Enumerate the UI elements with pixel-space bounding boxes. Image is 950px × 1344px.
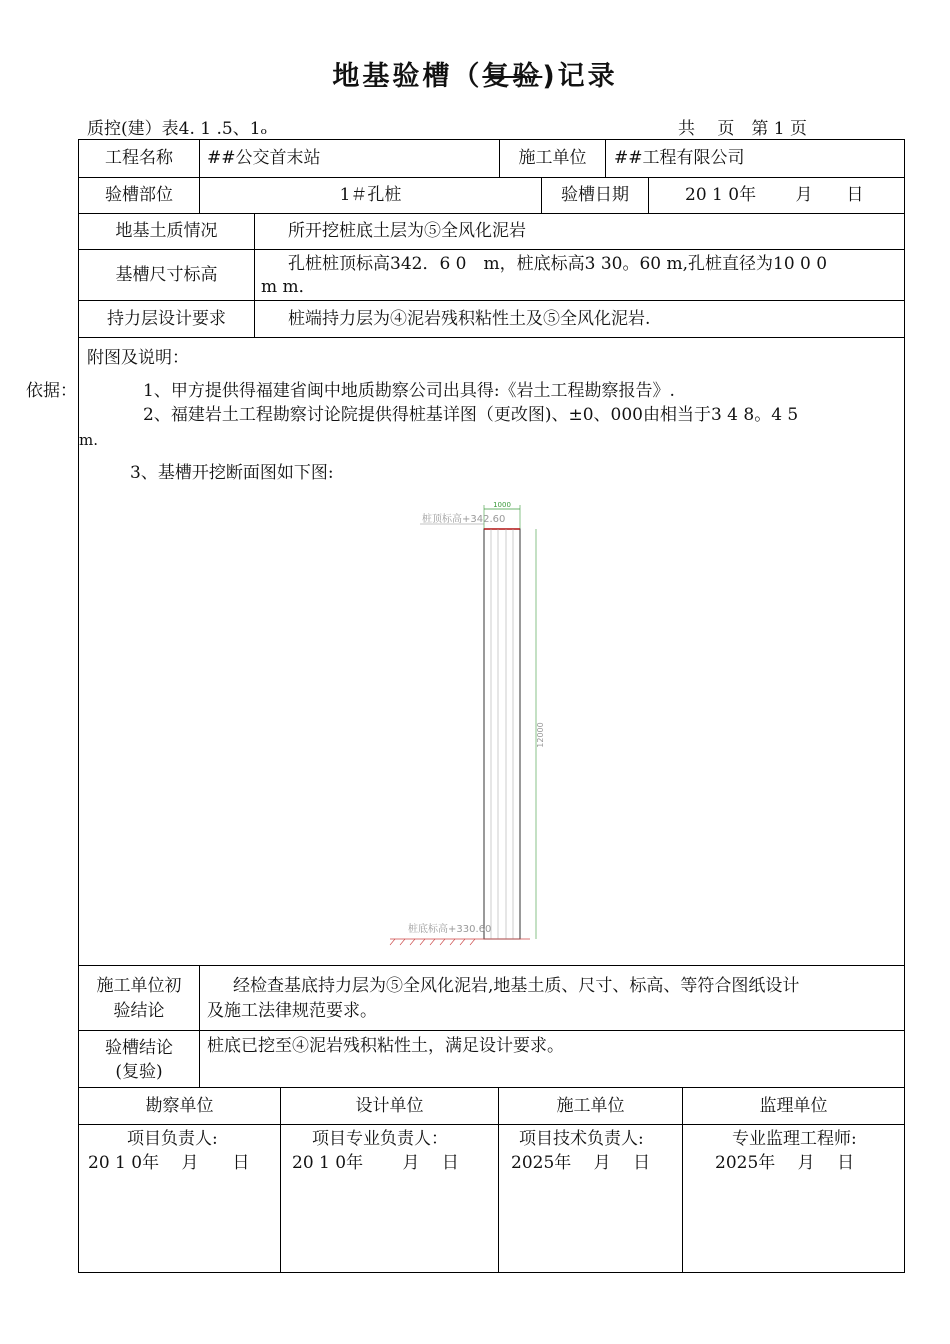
row-line	[78, 249, 905, 250]
supervision-unit-header: 监理单位	[759, 1096, 828, 1116]
bottom-elevation-label: 桩底标高+330.60	[408, 924, 492, 935]
row-line	[78, 1030, 905, 1031]
project-name-value: ##公交首末站	[207, 148, 321, 168]
construction-unit-label: 施工单位	[518, 148, 587, 168]
initial-conclusion-line-1: 经检查基底持力层为⑤全风化泥岩,地基土质、尺寸、标高、等符合图纸设计	[233, 976, 800, 996]
note-item-1: 1、甲方提供得福建省闽中地质勘察公司出具得:《岩土工程勘察报告》.	[143, 381, 675, 401]
design-role: 项目专业负责人：	[312, 1129, 448, 1149]
final-conclusion-label-1: 验槽结论	[105, 1038, 173, 1058]
table-border-bottom	[78, 1272, 905, 1273]
note-item-3: 3、基槽开挖断面图如下图:	[130, 463, 334, 483]
soil-value: 所开挖桩底土层为⑤全风化泥岩	[288, 221, 526, 241]
soil-label: 地基土质情况	[115, 221, 218, 241]
design-unit-header: 设计单位	[355, 1096, 424, 1116]
row-line	[78, 965, 905, 966]
row-line	[78, 300, 905, 301]
page-info: 共 页 第 1 页	[678, 119, 808, 139]
project-name-label: 工程名称	[105, 148, 173, 168]
inspection-part-label: 验槽部位	[105, 185, 173, 205]
col-line	[254, 213, 255, 337]
construction-unit-header: 施工单位	[556, 1096, 625, 1116]
inspection-date-value: 20 1 0年 月 日	[685, 185, 864, 205]
note-item-2: 2、福建岩土工程勘察讨论院提供得桩基详图（更改图)、±0、000由相当于3 4 8。4 5	[143, 405, 799, 425]
initial-conclusion-label-1: 施工单位初	[96, 976, 182, 996]
title-end: )记录	[542, 61, 618, 92]
row-line	[78, 177, 905, 178]
title-main: 地基验槽（	[332, 61, 483, 92]
supervision-role: 专业监理工程师:	[732, 1129, 857, 1149]
page-title	[0, 54, 950, 93]
construction-role: 项目技术负责人:	[519, 1129, 644, 1149]
pile-body	[484, 529, 520, 939]
initial-conclusion-line-2: 及施工法律规范要求。	[207, 1001, 377, 1021]
col-line	[605, 139, 606, 177]
inspection-part-value: 1＃孔桩	[339, 185, 402, 205]
row-line	[78, 1124, 905, 1125]
row-line	[78, 213, 905, 214]
title-struck: 复验	[482, 61, 543, 92]
basis-label: 依据：	[26, 381, 77, 401]
col-line	[648, 177, 649, 213]
size-value-line1: 孔桩桩顶标高342．6 0 m，桩底标高3 30。60 m,孔桩直径为10 0 0	[288, 254, 828, 274]
table-border-top	[78, 139, 905, 140]
survey-unit-header: 勘察单位	[145, 1096, 214, 1116]
inspection-date-label: 验槽日期	[561, 185, 629, 205]
survey-role: 项目负责人:	[127, 1129, 218, 1149]
survey-date: 20 1 0年 月 日	[88, 1153, 250, 1173]
ground-hatch	[390, 939, 475, 945]
pile-section-drawing	[380, 495, 580, 950]
width-dimension-text: 1000	[493, 501, 511, 509]
height-dimension-text: 12000	[536, 722, 545, 748]
row-line	[78, 1087, 905, 1088]
final-conclusion-value: 桩底已挖至④泥岩残积粘性土，满足设计要求。	[207, 1036, 564, 1056]
form-code: 质控(建）表4. 1 .5、1ₒ	[87, 119, 268, 139]
bearing-value: 桩端持力层为④泥岩残积粘性土及⑤全风化泥岩.	[288, 309, 651, 329]
top-elevation-label: 桩顶标高+342.60	[422, 514, 506, 525]
notes-heading: 附图及说明：	[87, 348, 189, 368]
design-date: 20 1 0年 月 日	[292, 1153, 459, 1173]
supervision-date: 2025年 月 日	[715, 1153, 855, 1173]
size-value-line2: m m．	[261, 277, 316, 297]
construction-date: 2025年 月 日	[511, 1153, 651, 1173]
note-item-2-cont: m.	[79, 431, 98, 449]
size-label: 基槽尺寸标高	[115, 265, 218, 285]
row-line	[78, 337, 905, 338]
construction-unit-value: ##工程有限公司	[614, 148, 745, 168]
table-border-right	[904, 139, 905, 1273]
bearing-label: 持力层设计要求	[107, 309, 226, 329]
col-line	[199, 965, 200, 1087]
initial-conclusion-label-2: 验结论	[113, 1001, 165, 1021]
final-conclusion-label-2: (复验)	[115, 1062, 163, 1082]
